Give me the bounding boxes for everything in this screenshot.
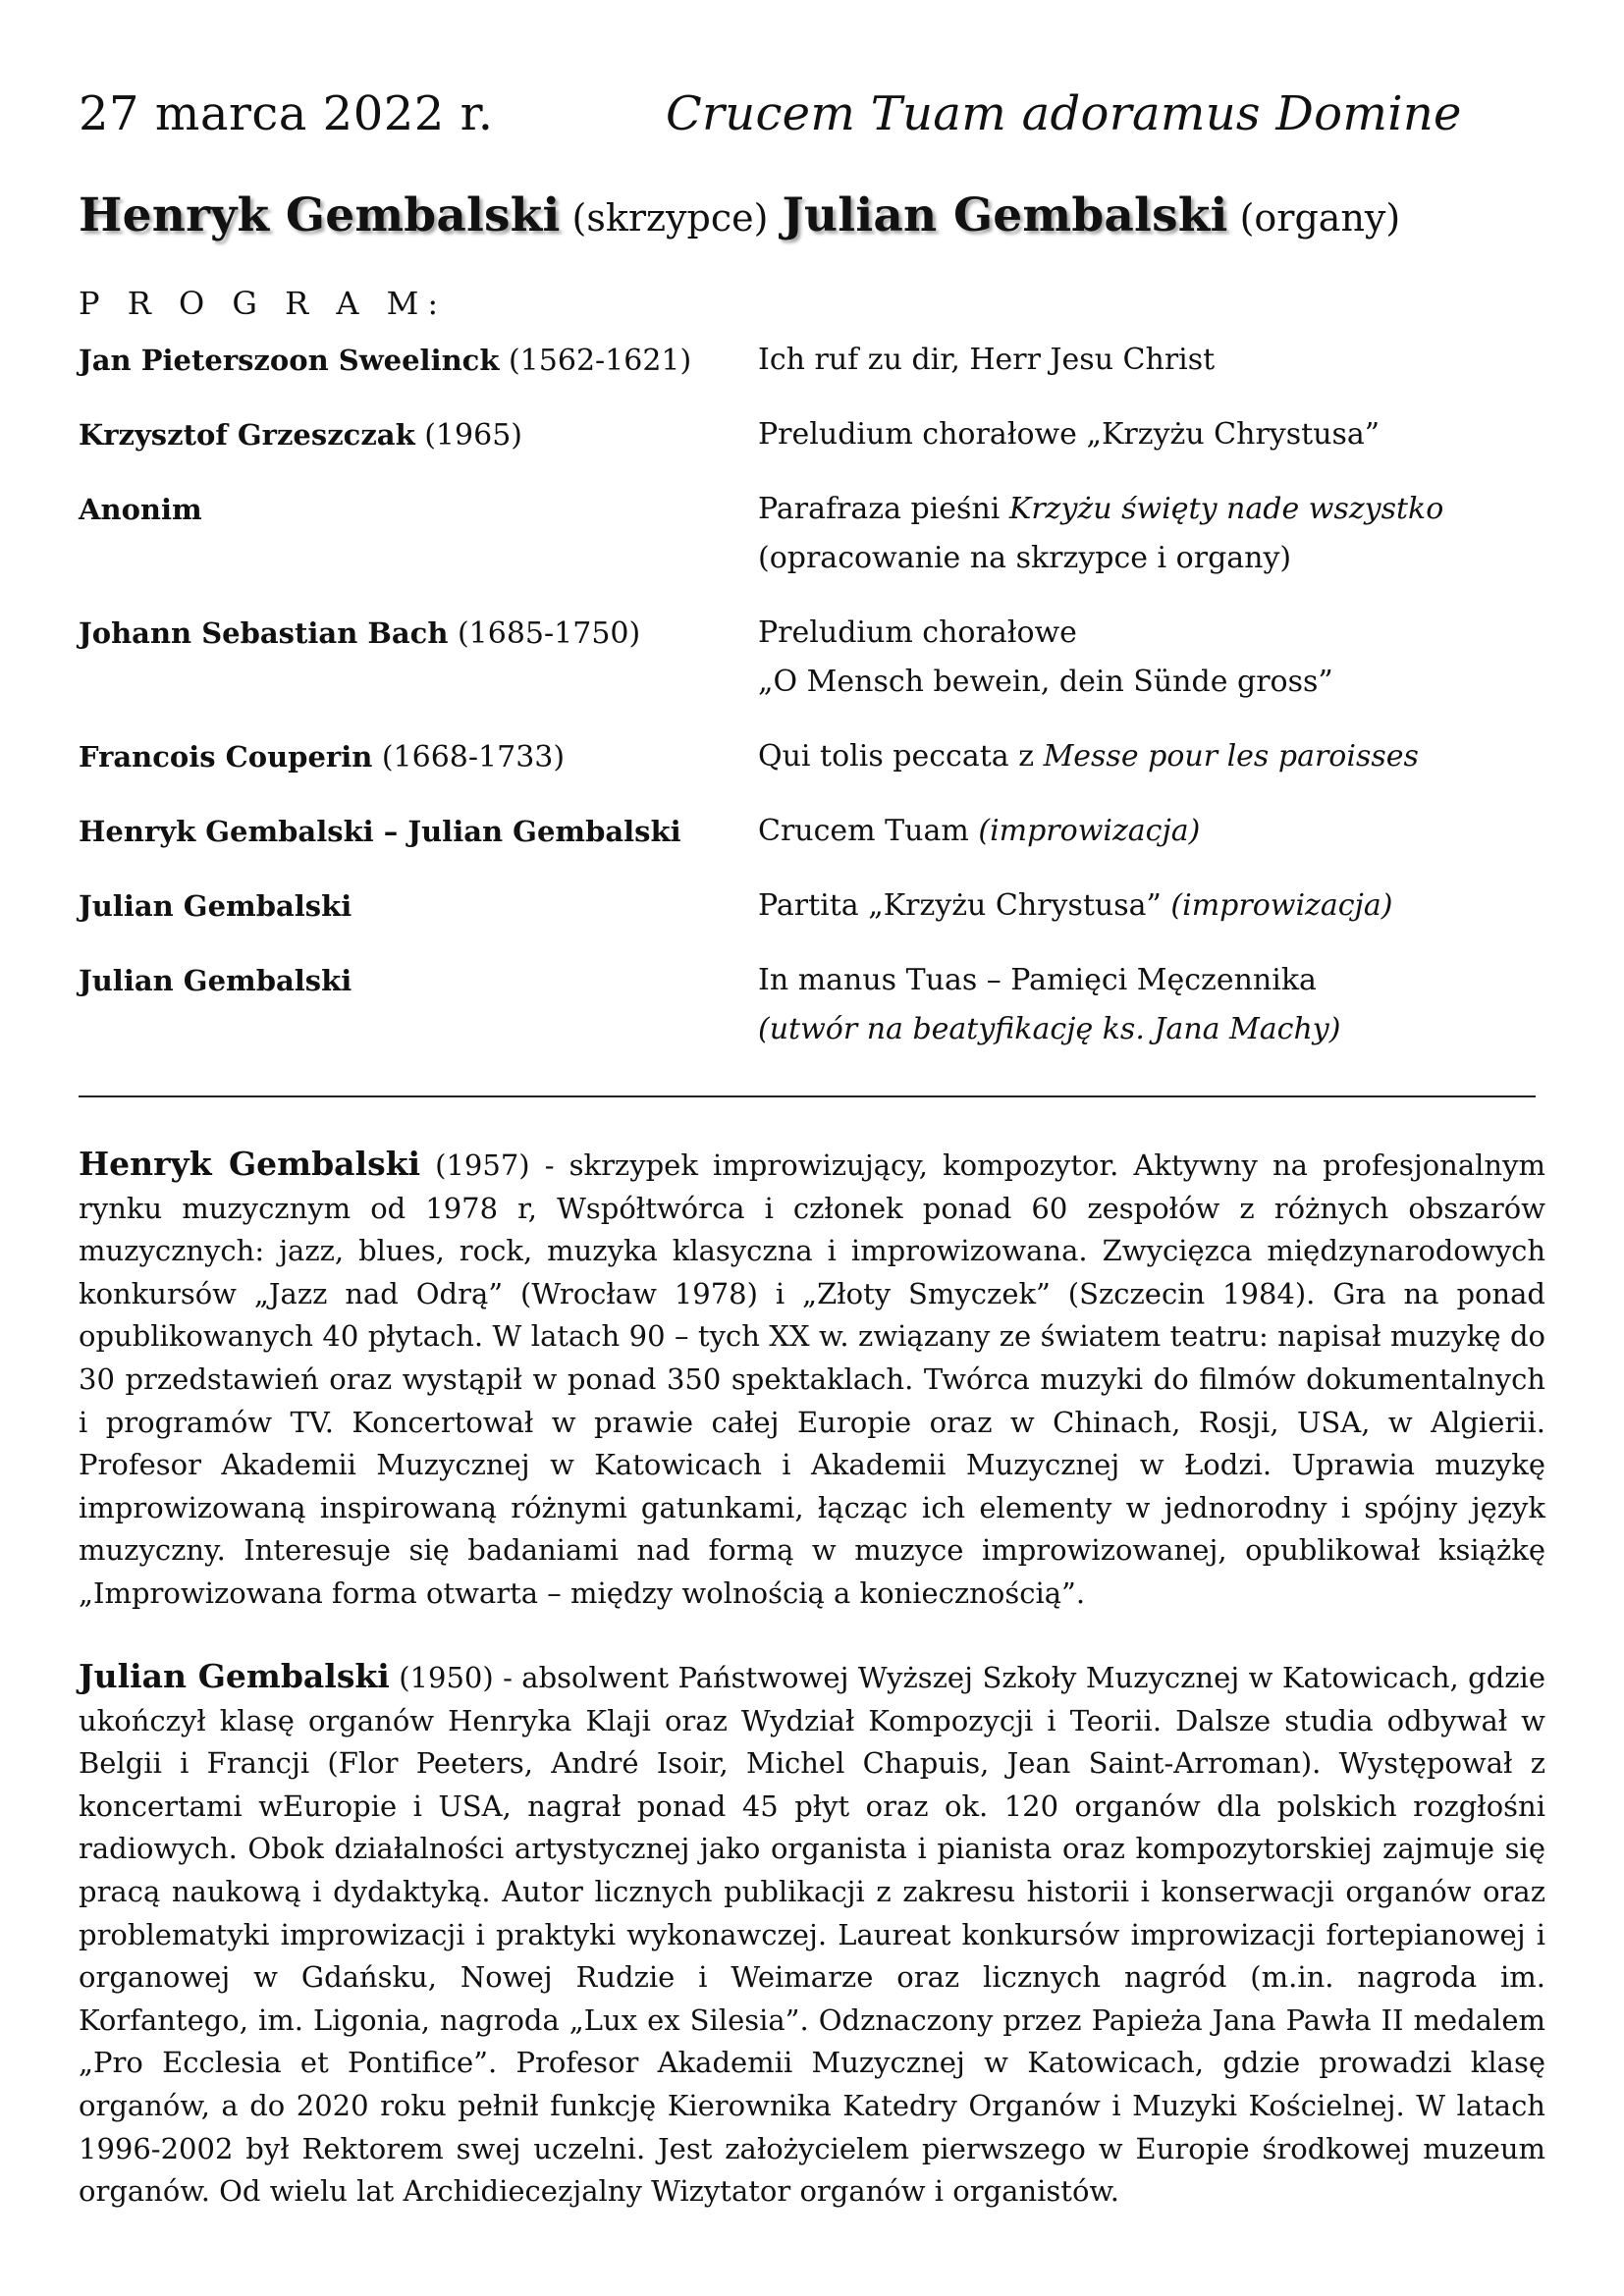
bio-name: Julian Gembalski: [79, 1657, 390, 1695]
performer-name: Julian Gembalski: [782, 188, 1228, 242]
header-row: [79, 86, 1545, 145]
program-composer: [79, 410, 756, 460]
program-composer: [79, 807, 756, 857]
work-line: [758, 956, 1545, 1005]
concert-date: 27 marca 2022 r.: [79, 86, 494, 141]
work-line: [758, 534, 1545, 583]
program-item: [79, 410, 1545, 485]
work-line: [758, 732, 1545, 781]
program-item: [79, 881, 1545, 956]
work-title: Crucem Tuam: [758, 814, 979, 848]
program-composer: [79, 956, 756, 1006]
program-work: [758, 956, 1545, 1054]
work-title: Preludium chorałowe „Krzyżu Chrystusa”: [758, 417, 1380, 452]
program-work: [758, 410, 1545, 459]
composer-name: Anonim: [79, 493, 202, 526]
composer-name: Henryk Gembalski – Julian Gembalski: [79, 815, 681, 848]
program-composer: [79, 336, 756, 386]
program-heading: P R O G R A M:: [79, 285, 448, 322]
work-title: In manus Tuas – Pamięci Męczennika: [758, 963, 1317, 997]
program-item: [79, 609, 1545, 732]
work-title-italic: (utwór na beatyfikację ks. Jana Machy): [758, 1012, 1341, 1046]
program-item: [79, 732, 1545, 807]
program-work: [758, 732, 1545, 781]
section-divider: [79, 1095, 1536, 1097]
work-title: „O Mensch bewein, dein Sünde gross”: [758, 665, 1333, 699]
program-work: [758, 609, 1545, 707]
work-title: Partita „Krzyżu Chrystusa”: [758, 888, 1171, 923]
program-work: [758, 485, 1545, 583]
work-title-italic: Krzyżu święty nade wszystko: [1008, 492, 1444, 526]
composer-dates: (1562-1621): [499, 344, 692, 378]
work-title: Ich ruf zu dir, Herr Jesu Christ: [758, 343, 1216, 377]
work-title: Qui tolis peccata z: [758, 739, 1044, 774]
program-work: [758, 881, 1545, 931]
program-list: [79, 336, 1545, 1080]
program-item: [79, 956, 1545, 1080]
program-item: [79, 807, 1545, 881]
composer-name: Johann Sebastian Bach: [79, 616, 449, 650]
work-line: [758, 410, 1545, 459]
performer-role: (organy): [1239, 196, 1401, 240]
bio-julian-gembalski: [79, 1655, 1545, 2214]
composer-name: Francois Couperin: [79, 740, 373, 774]
composer-name: Krzysztof Grzeszczak: [79, 418, 415, 452]
performer-role: (skrzypce): [571, 196, 769, 240]
program-item: [79, 485, 1545, 609]
concert-motto: Crucem Tuam adoramus Domine: [666, 86, 1462, 141]
work-title: (opracowanie na skrzypce i organy): [758, 541, 1292, 575]
work-title-italic: (improwizacja): [1170, 888, 1393, 923]
bio-name: Henryk Gembalski: [79, 1145, 421, 1183]
work-line: [758, 609, 1545, 658]
program-work: [758, 336, 1545, 385]
bio-henryk-gembalski: [79, 1143, 1545, 1616]
performer-name: Henryk Gembalski: [79, 188, 561, 242]
work-line: [758, 881, 1545, 931]
work-title: Parafraza pieśni: [758, 492, 1009, 526]
composer-name: Julian Gembalski: [79, 889, 352, 923]
composer-name: Jan Pieterszoon Sweelinck: [79, 344, 500, 377]
work-line: [758, 1005, 1545, 1054]
work-line: [758, 658, 1545, 707]
performers-line: [79, 188, 1545, 242]
program-item: [79, 336, 1545, 410]
program-composer: [79, 485, 756, 535]
bio-text: (1957) - skrzypek improwizujący, kompozytor. Aktywny na profesjonalnym rynku muzycznym od 1978 r, Współtwórca i członek ponad 60 zespołów z różnych obszarów muzycznych: jazz, blues, rock, muzyka klasyczna i improwizowana. Zwycięzca międzynarodowych konkursów „Jazz nad Odrą” (Wrocław 1978) i „Złoty Smyczek” (Szczecin 1984). Gra na ponad opublikowanych 40 płytach. W latach 90 – tych XX w. związany ze światem teatru: napisał muzykę do 30 przedstawień oraz wystąpił w ponad 350 spektaklach. Twórca muzyki do filmów dokumentalnych i programów TV. Koncertował w prawie całej Europie oraz w Chinach, Rosji, USA, w Algierii. Profesor Akademii Muzycznej w Katowicach i Akademii Muzycznej w Łodzi. Uprawia muzykę improwizowaną inspirowaną różnymi gatunkami, łącząc ich elementy w jednorodny i spójny język muzyczny. Interesuje się badaniami nad formą w muzyce improwizowanej, opublikował książkę „Improwizowana forma otwarta – między wolnością a koniecznością”.: [79, 1148, 1545, 1610]
work-line: [758, 807, 1545, 856]
work-line: [758, 336, 1545, 385]
work-line: [758, 485, 1545, 534]
program-work: [758, 807, 1545, 856]
bio-text: (1950) - absolwent Państwowej Wyższej Szkoły Muzycznej w Katowicach, gdzie ukończył klasę organów Henryka Klaji oraz Wydział Kompozycji i Teorii. Dalsze studia odbywał w Belgii i Francji (Flor Peeters, André Isoir, Michel Chapuis, Jean Saint-Arroman). Występował z koncertami wEuropie i USA, nagrał ponad 45 płyt oraz ok. 120 organów dla polskich rozgłośni radiowych. Obok działalności artystycznej jako organista i pianista oraz kompozytorskiej zajmuje się pracą naukową i dydaktyką. Autor licznych publikacji z zakresu historii i konserwacji organów oraz problematyki improwizacji i praktyki wykonawczej. Laureat konkursów improwizacji fortepianowej i organowej w Gdańsku, Nowej Rudzie i Weimarze oraz licznych nagród (m.in. nagroda im. Korfantego, im. Ligonia, nagroda „Lux ex Silesia”. Odznaczony przez Papieża Jana Pawła II medalem „Pro Ecclesia et Pontifice”. Profesor Akademii Muzycznej w Katowicach, gdzie prowadzi klasę organów, a do 2020 roku pełnił funkcję Kierownika Katedry Organów i Muzyki Kościelnej. W latach 1996-2002 był Rektorem swej uczelni. Jest założycielem pierwszego w Europie środkowej muzeum organów. Od wielu lat Archidiecezjalny Wizytator organów i organistów.: [79, 1661, 1545, 2209]
program-composer: [79, 609, 756, 659]
program-composer: [79, 881, 756, 932]
work-title-italic: Messe pour les paroisses: [1043, 739, 1419, 774]
work-title-italic: (improwizacja): [978, 814, 1201, 848]
composer-dates: (1965): [414, 418, 522, 453]
composer-dates: (1685-1750): [448, 616, 641, 651]
composer-dates: (1668-1733): [372, 740, 566, 774]
composer-name: Julian Gembalski: [79, 964, 352, 997]
program-composer: [79, 732, 756, 782]
work-title: Preludium chorałowe: [758, 615, 1077, 650]
